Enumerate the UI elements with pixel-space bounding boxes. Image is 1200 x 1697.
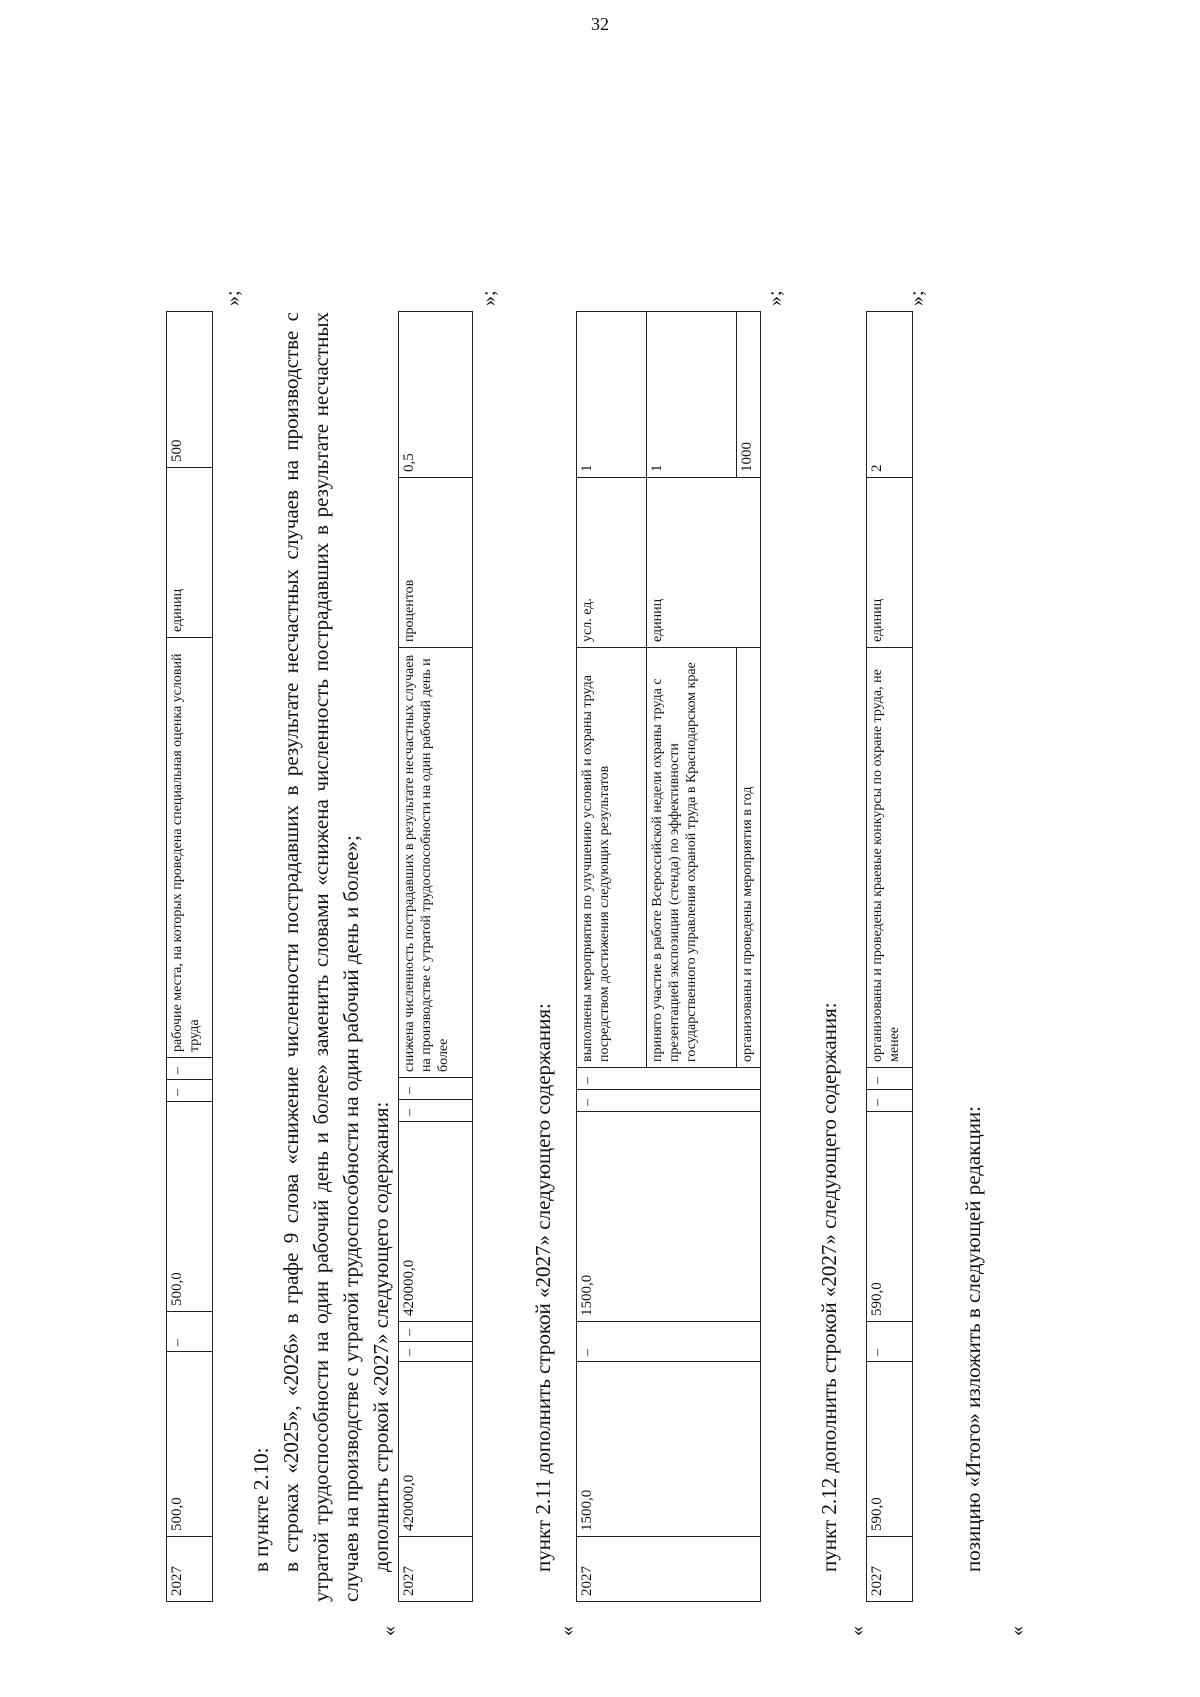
- value-cell: 500,0: [167, 1102, 213, 1312]
- value-cell: 1500,0: [577, 1362, 761, 1537]
- unit-cell: единиц: [167, 468, 213, 638]
- table-4-block: [846, 72, 928, 1636]
- paragraph-2-12: пункт 2.12 дополнить строкой «2027» следующего содержания:: [817, 1002, 841, 1572]
- rotated-content: [166, 72, 1046, 1636]
- description-cell: рабочие места, на которых проведена специальная оценка условий труда: [167, 638, 213, 1058]
- value-cell: –: [577, 1068, 761, 1090]
- opening-quote: «: [846, 1626, 868, 1636]
- opening-quote: «: [378, 1626, 400, 1636]
- value-cell: –: [399, 1342, 473, 1362]
- value-cell: –: [399, 1322, 473, 1342]
- year-cell: 2027: [399, 1537, 473, 1602]
- value-cell: 500,0: [167, 1352, 213, 1537]
- opening-quote: «: [1006, 1626, 1028, 1636]
- table-3-block: [556, 72, 786, 1636]
- description-cell: снижена численность пострадавших в результате несчастных случаев на производстве с утратой трудоспособности на один рабочий день и более: [399, 648, 473, 1078]
- paragraph-2-11: пункт 2.11 дополнить строкой «2027» следующего содержания:: [531, 1003, 555, 1572]
- closing-quote: »;: [764, 290, 786, 306]
- closing-quote: »;: [478, 290, 500, 306]
- paragraph-2-10: [246, 312, 396, 1602]
- target-value-cell: 2: [867, 312, 913, 478]
- unit-cell: процентов: [399, 478, 473, 648]
- paragraph-heading: в пункте 2.10:: [249, 1447, 273, 1572]
- table-1-block: [166, 72, 244, 1602]
- value-cell: –: [867, 1090, 913, 1112]
- paragraph-text: в строках «2025», «2026» в графе 9 слова «снижение численности пострадавших в результате несчастных случаев на производстве с утратой трудоспособности на один рабочий день и более» заменить словами «снижена численность пострадавших в результате несчастных случаев на производстве с утратой трудоспособности на один рабочий день и более»;: [279, 312, 363, 1602]
- table-2: [398, 311, 473, 1602]
- unit-cell: усл. ед.: [577, 478, 647, 648]
- table-1: [166, 311, 213, 1602]
- target-value-cell: 1000: [737, 312, 761, 478]
- table-row: [167, 312, 213, 1602]
- description-cell: организованы и проведены мероприятия в год: [737, 648, 761, 1068]
- table-row: [399, 312, 473, 1602]
- value-cell: 590,0: [867, 1362, 913, 1537]
- value-cell: 420000,0: [399, 1122, 473, 1322]
- value-cell: –: [867, 1068, 913, 1090]
- closing-quote: »;: [906, 290, 928, 306]
- target-value-cell: 1: [577, 312, 647, 478]
- unit-cell: единиц: [647, 478, 761, 648]
- value-cell: –: [867, 1322, 913, 1362]
- unit-cell: единиц: [867, 478, 913, 648]
- value-cell: –: [577, 1322, 761, 1362]
- value-cell: 590,0: [867, 1112, 913, 1322]
- year-cell: 2027: [577, 1537, 761, 1602]
- table-row: [867, 312, 913, 1602]
- value-cell: 420000,0: [399, 1362, 473, 1537]
- value-cell: –: [167, 1080, 213, 1102]
- table-3: [576, 311, 761, 1602]
- value-cell: 1500,0: [577, 1112, 761, 1322]
- year-cell: 2027: [867, 1537, 913, 1602]
- target-value-cell: 0,5: [399, 312, 473, 478]
- target-value-cell: 500: [167, 312, 213, 468]
- paragraph-text: дополнить строкой «2027» следующего содержания:: [369, 1101, 393, 1572]
- table-4: [866, 311, 913, 1602]
- value-cell: –: [167, 1058, 213, 1080]
- table-row: [577, 312, 647, 1602]
- page-number: 32: [591, 14, 609, 34]
- value-cell: –: [399, 1078, 473, 1100]
- description-cell: выполнены мероприятия по улучшению условий и охраны труда посредством достижения следующих результатов: [577, 648, 647, 1068]
- paragraph-itogo: позицию «Итого» изложить в следующей редакции:: [961, 1106, 985, 1572]
- value-cell: –: [399, 1100, 473, 1122]
- opening-quote: «: [556, 1626, 578, 1636]
- description-cell: организованы и проведены краевые конкурсы по охране труда, не менее: [867, 648, 913, 1068]
- year-cell: 2027: [167, 1537, 213, 1602]
- target-value-cell: 1: [647, 312, 737, 478]
- value-cell: –: [167, 1312, 213, 1352]
- value-cell: –: [577, 1090, 761, 1112]
- description-cell: принято участие в работе Всероссийской недели охраны труда с презентацией экспозиции (стенда) по эффективности государственного управления охраной труда в Краснодарском крае: [647, 648, 737, 1068]
- closing-quote: »;: [222, 290, 244, 306]
